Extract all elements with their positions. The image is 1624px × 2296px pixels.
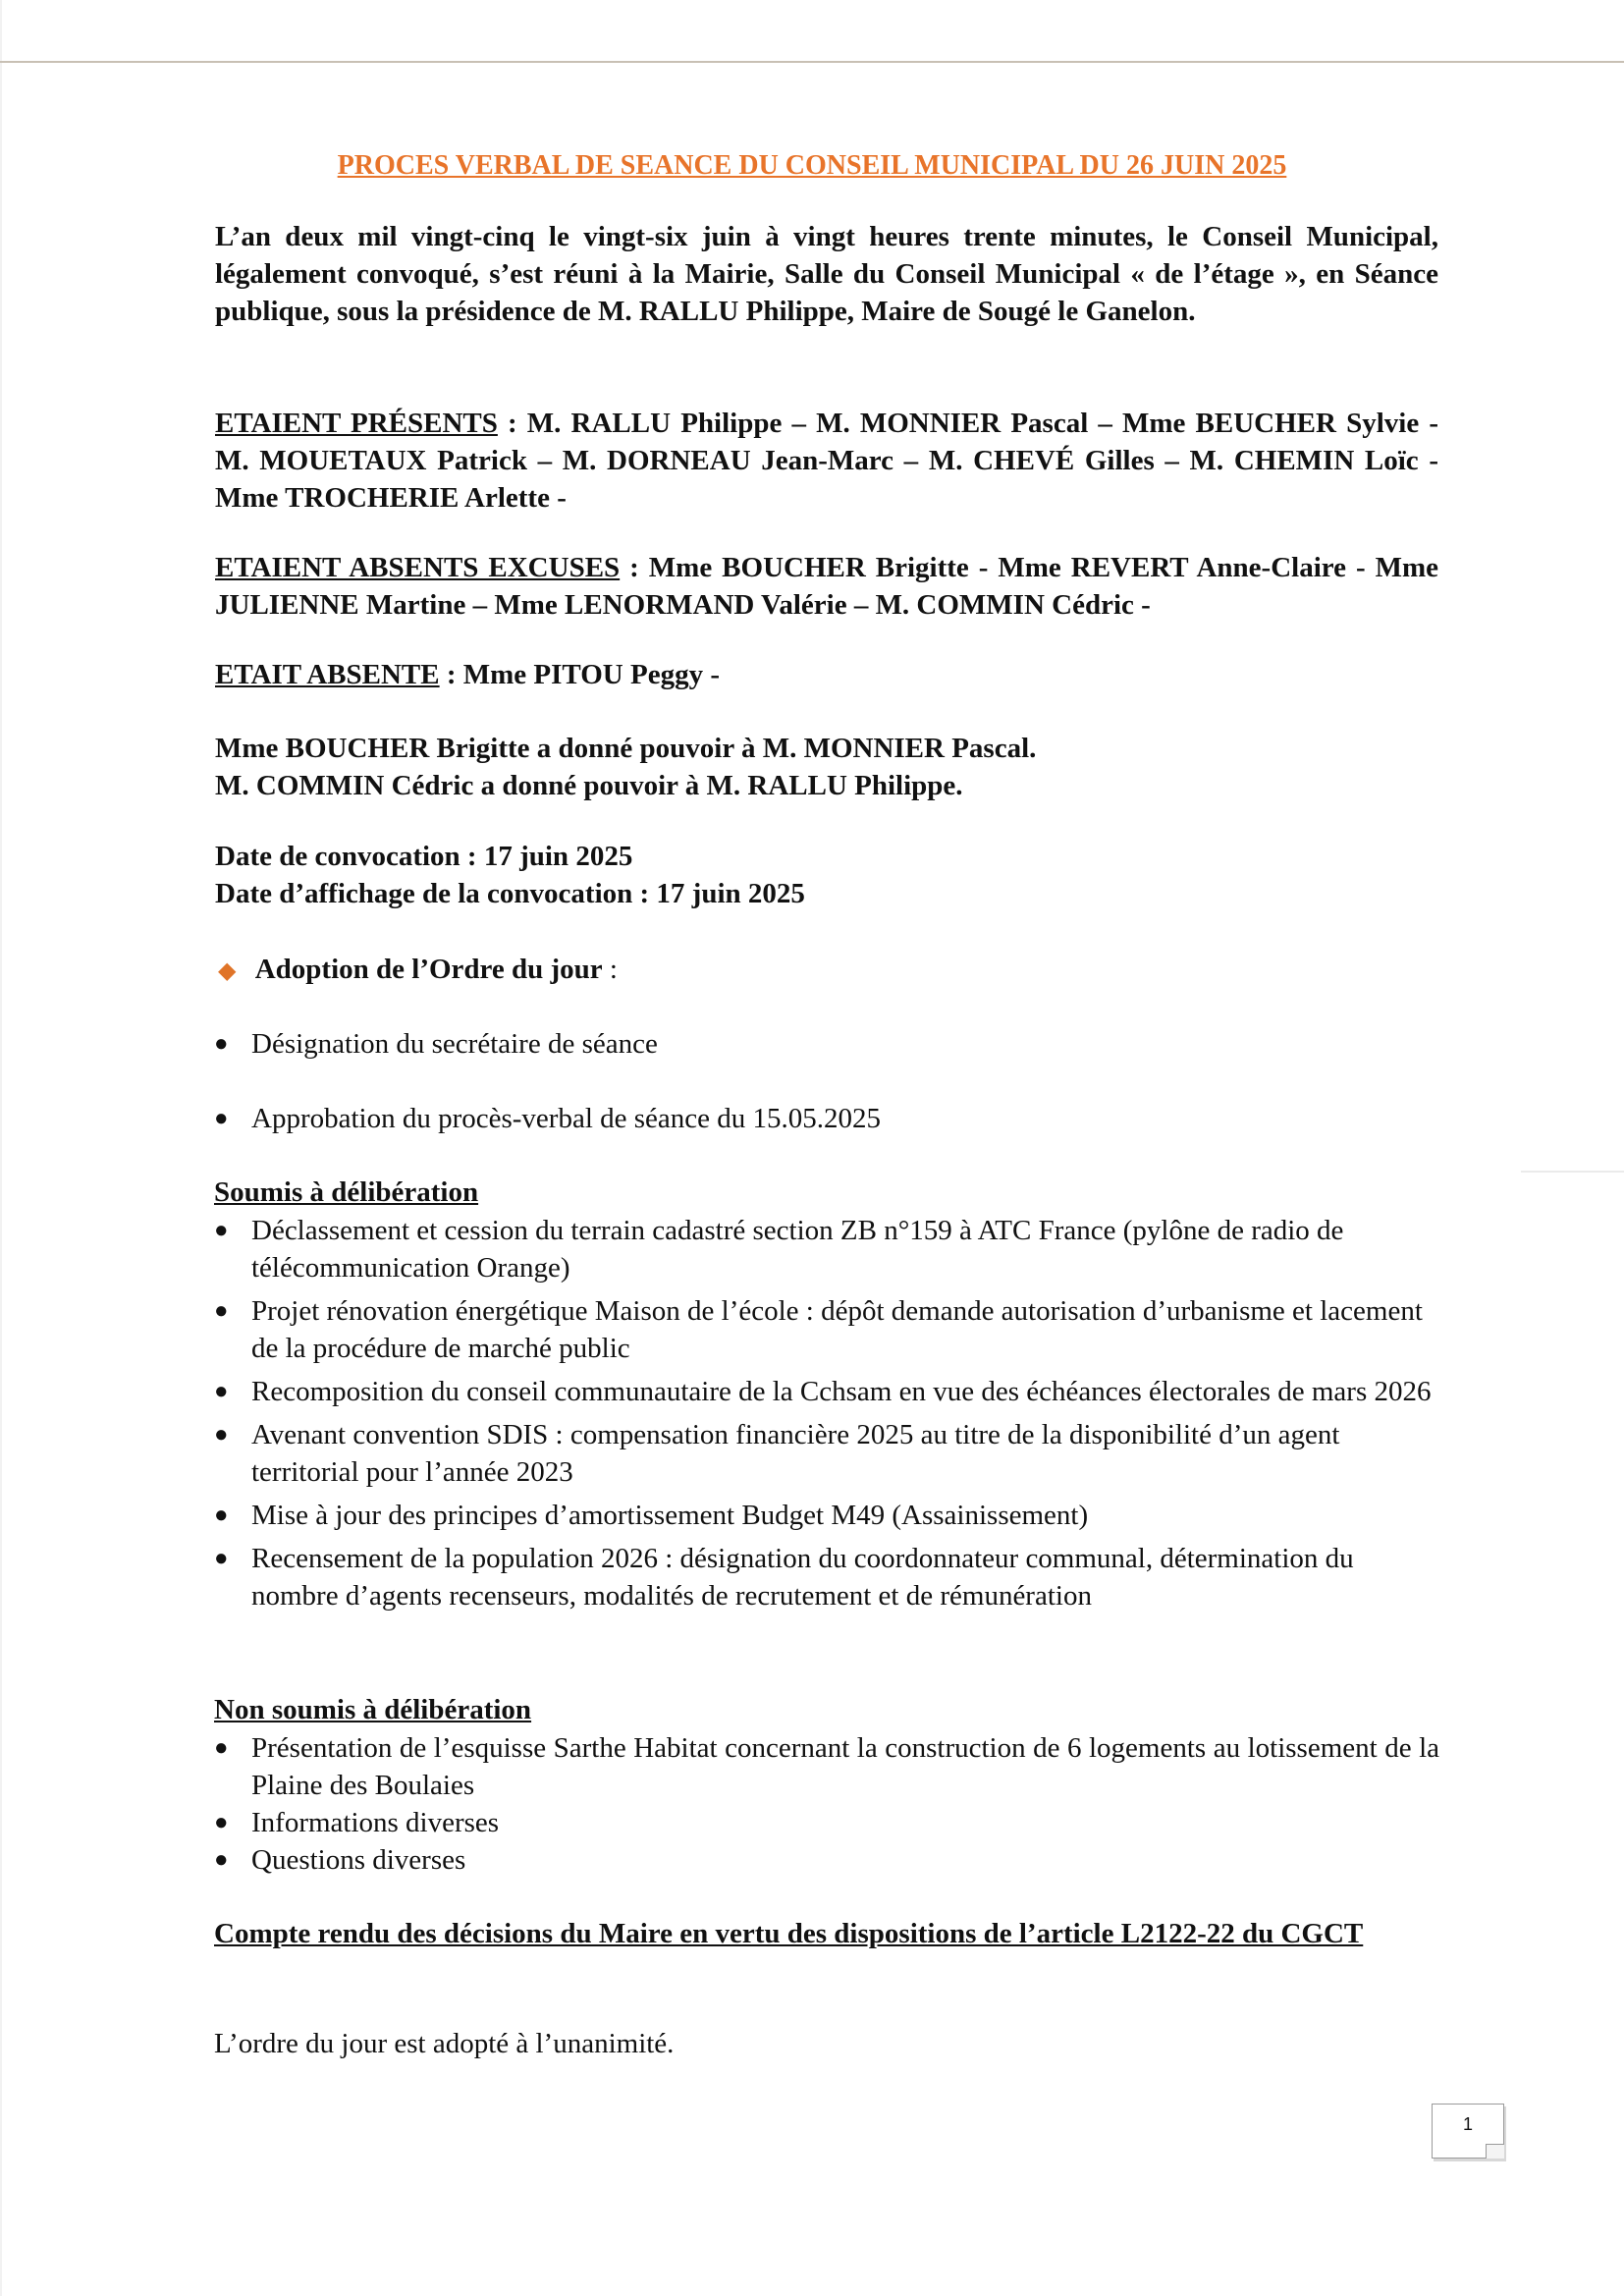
- page-curl-icon: [1486, 2144, 1504, 2159]
- compte-rendu-heading: Compte rendu des décisions du Maire en vertu des dispositions de l’article L2122-22 du CGCT: [214, 1918, 1364, 1949]
- bullet-icon: ●: [214, 1735, 229, 1761]
- list-item: ● Recensement de la population 2026 : désignation du coordonnateur communal, détermination du nombre d’agents recenseurs, modalités de recrutement et de rémunération: [212, 1540, 1439, 1614]
- convocation-date: Date de convocation : 17 juin 2025: [215, 841, 633, 872]
- dates-block: [215, 838, 1438, 912]
- list-item: ● Avenant convention SDIS : compensation financière 2025 au titre de la disponibilité d’un agent territorial pour l’année 2023: [212, 1416, 1439, 1491]
- list-item: ● Désignation du secrétaire de séance: [212, 1025, 1439, 1063]
- intro-paragraph: L’an deux mil vingt-cinq le vingt-six juin à vingt heures trente minutes, le Conseil Municipal, légalement convoqué, s’est réuni à la Mairie, Salle du Conseil Municipal « de l’étage », en Séance publique, sous la présidence de M. RALLU Philippe, Maire de Sougé le Ganelon.: [215, 221, 1438, 327]
- bullet-icon: ●: [214, 1298, 229, 1324]
- non-soumis-heading: Non soumis à délibération: [214, 1694, 532, 1725]
- list-item: ● Présentation de l’esquisse Sarthe Habitat concernant la construction de 6 logements au lotissement de la Plaine des Boulaies: [212, 1729, 1439, 1804]
- bullet-icon: ●: [214, 1503, 229, 1528]
- presents-paragraph: [215, 405, 1438, 517]
- ordre-du-jour-suffix: :: [602, 954, 618, 985]
- bullet-icon: ●: [214, 1106, 229, 1131]
- scan-mark: [1521, 1171, 1624, 1173]
- presents-list: : M. RALLU Philippe – M. MONNIER Pascal – Mme BEUCHER Sylvie - M. MOUETAUX Patrick – M. DORNEAU Jean-Marc – M. CHEVÉ Gilles – M. CHEMIN Loïc - Mme TROCHERIE Arlette -: [215, 408, 1438, 514]
- non-soumis-list: [212, 1729, 1439, 1879]
- list-item: ● Projet rénovation énergétique Maison de l’école : dépôt demande autorisation d’urbanisme et lacement de la procédure de marché public: [212, 1292, 1439, 1367]
- soumis-list: [212, 1212, 1439, 1614]
- list-item: ● Informations diverses: [212, 1804, 1439, 1841]
- list-item: ● Déclassement et cession du terrain cadastré section ZB n°159 à ATC France (pylône de radio de télécommunication Orange): [212, 1212, 1439, 1286]
- ordre-du-jour-label: Adoption de l’Ordre du jour: [254, 954, 603, 985]
- bullet-icon: ●: [214, 1847, 229, 1873]
- page-number: 1: [1462, 2114, 1473, 2134]
- soumis-heading: Soumis à délibération: [214, 1176, 479, 1208]
- pouvoir-line: Mme BOUCHER Brigitte a donné pouvoir à M. MONNIER Pascal.: [215, 733, 1037, 764]
- page-number-box: [1432, 2104, 1504, 2159]
- diamond-bullet-icon: ◆: [218, 958, 237, 984]
- page-edge: [0, 0, 2, 2296]
- absents-excuses-list: : Mme BOUCHER Brigitte - Mme REVERT Anne-Claire - Mme JULIENNE Martine – Mme LENORMAND Valérie – M. COMMIN Cédric -: [215, 552, 1438, 621]
- pouvoir-line: M. COMMIN Cédric a donné pouvoir à M. RALLU Philippe.: [215, 770, 963, 801]
- bullet-icon: ●: [214, 1546, 229, 1571]
- bullet-icon: ●: [214, 1810, 229, 1835]
- bullet-icon: ●: [214, 1379, 229, 1404]
- absente-label: ETAIT ABSENTE: [215, 659, 440, 690]
- bullet-icon: ●: [214, 1031, 229, 1057]
- pouvoirs-block: [215, 730, 1438, 804]
- presents-label: ETAIENT PRÉSENTS: [215, 408, 498, 439]
- absents-excuses-paragraph: [215, 549, 1438, 624]
- document-title: PROCES VERBAL DE SEANCE DU CONSEIL MUNICIPAL DU 26 JUIN 2025: [337, 150, 1287, 181]
- conclusion-text: L’ordre du jour est adopté à l’unanimité.: [214, 2028, 675, 2059]
- top-rule: [0, 61, 1624, 63]
- ordre-du-jour-list: [212, 1100, 1439, 1137]
- list-item: ● Approbation du procès-verbal de séance du 15.05.2025: [212, 1100, 1439, 1137]
- affichage-date: Date d’affichage de la convocation : 17 juin 2025: [215, 878, 805, 909]
- absents-excuses-label: ETAIENT ABSENTS EXCUSES: [215, 552, 621, 583]
- list-item: ● Mise à jour des principes d’amortissement Budget M49 (Assainissement): [212, 1497, 1439, 1534]
- list-item: ● Recomposition du conseil communautaire de la Cchsam en vue des échéances électorales de mars 2026: [212, 1373, 1439, 1410]
- absente-paragraph: [215, 656, 1438, 693]
- bullet-icon: ●: [214, 1218, 229, 1243]
- ordre-du-jour-heading: [218, 951, 1441, 990]
- absente-list: : Mme PITOU Peggy -: [439, 659, 720, 690]
- ordre-du-jour-list: [212, 1025, 1439, 1063]
- bullet-icon: ●: [214, 1422, 229, 1448]
- list-item: ● Questions diverses: [212, 1841, 1439, 1879]
